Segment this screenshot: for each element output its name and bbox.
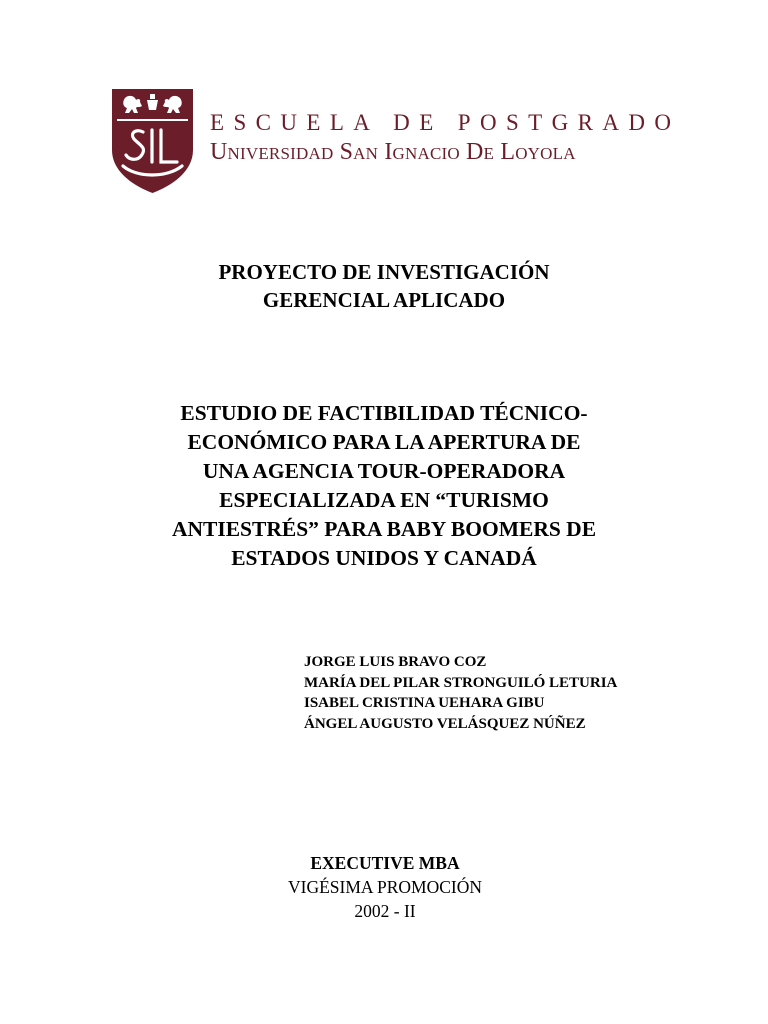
title-line: ECONÓMICO PARA LA APERTURA DE — [187, 430, 581, 454]
document-title — [0, 399, 768, 573]
project-type-line: PROYECTO DE INVESTIGACIÓN — [218, 260, 550, 284]
author-name: JORGE LUIS BRAVO COZ — [304, 654, 487, 670]
title-line: ESPECIALIZADA EN “TURISMO — [219, 488, 549, 512]
project-type-heading — [0, 258, 768, 314]
school-name: ESCUELA DE POSTGRADO — [210, 110, 681, 135]
program-name: EXECUTIVE MBA — [310, 853, 460, 873]
author-list — [304, 652, 617, 734]
university-crest-logo — [111, 88, 194, 194]
program-info — [0, 851, 768, 923]
promotion-label: VIGÉSIMA PROMOCIÓN — [288, 877, 482, 897]
university-name: Universidad San Ignacio De Loyola — [210, 139, 576, 165]
author-name: ISABEL CRISTINA UEHARA GIBU — [304, 695, 545, 711]
title-line: ANTIESTRÉS” PARA BABY BOOMERS DE — [171, 517, 597, 541]
title-line: UNA AGENCIA TOUR-OPERADORA — [202, 459, 566, 483]
academic-period: 2002 - II — [354, 901, 416, 921]
title-line: ESTUDIO DE FACTIBILIDAD TÉCNICO- — [180, 401, 588, 425]
project-type-line: GERENCIAL APLICADO — [262, 288, 506, 312]
title-line: ESTADOS UNIDOS Y CANADÁ — [231, 546, 537, 570]
author-name: ÁNGEL AUGUSTO VELÁSQUEZ NÚÑEZ — [304, 715, 586, 732]
author-name: MARÍA DEL PILAR STRONGUILÓ LETURIA — [304, 674, 618, 691]
